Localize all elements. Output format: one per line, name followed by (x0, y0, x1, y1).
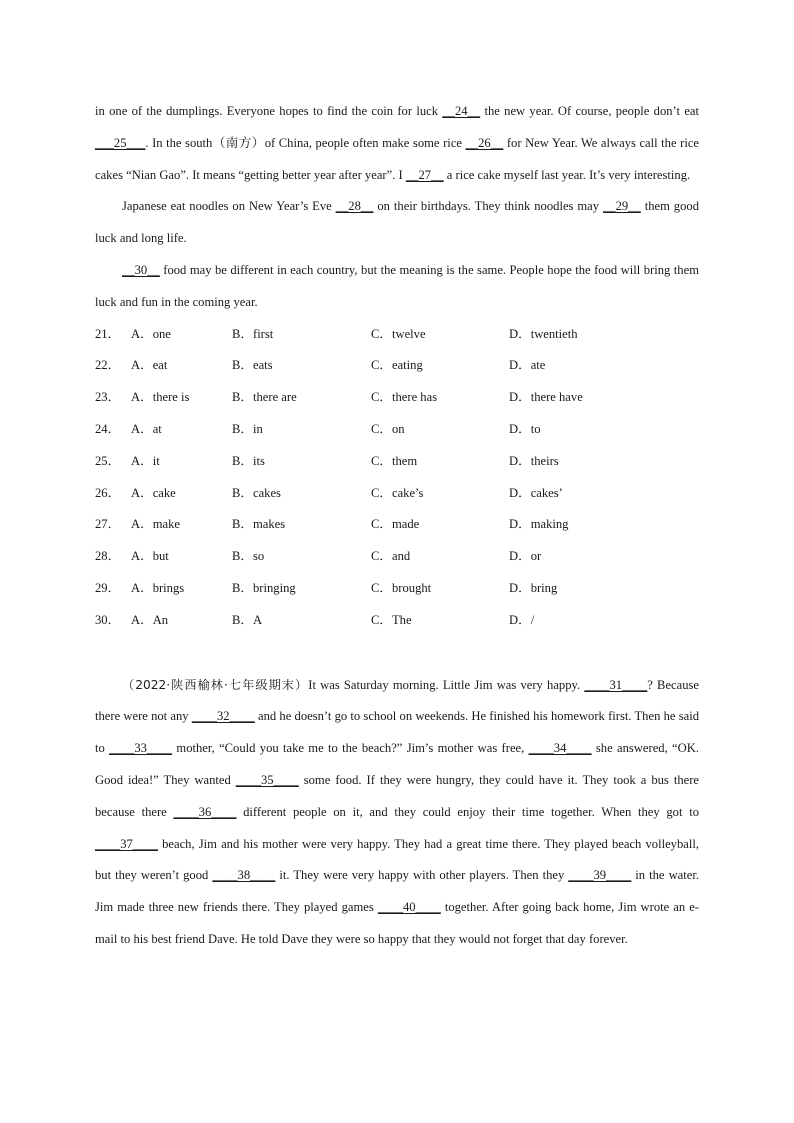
passage-text: it. They were very happy with other players. Then they (275, 868, 569, 883)
answer-blank: ____37____ (95, 836, 158, 851)
option-c: C．them (371, 453, 418, 468)
question-number: 25． (95, 453, 121, 468)
question-number: 30． (95, 612, 121, 627)
option-b: B．makes (232, 517, 286, 532)
option-a: A．it (131, 453, 160, 468)
answer-blank: ___25___ (95, 135, 146, 150)
answer-blank: __30__ (122, 262, 160, 277)
passage1-paragraph3 (95, 255, 699, 319)
passage-text: for New Year. We always call the rice cakes “Nian Gao”. It means “getting better year after year”. I (95, 135, 699, 182)
source-tag: （2022·陕西榆林·七年级期末） (122, 677, 309, 692)
option-d: D．cakes’ (509, 485, 563, 500)
option-a: A．make (131, 517, 180, 532)
passage-text: on their birthdays. They think noodles may (373, 199, 603, 214)
option-c: C．and (371, 549, 411, 564)
option-c: C．twelve (371, 326, 426, 341)
question-number: 28． (95, 549, 121, 564)
option-row (95, 414, 699, 446)
answer-blank: ____38____ (212, 868, 276, 883)
option-a: A．cake (131, 485, 176, 500)
option-d: D．or (509, 549, 542, 564)
question-number: 24． (95, 421, 121, 436)
option-d: D．bring (509, 580, 558, 595)
option-a: A．one (131, 326, 171, 341)
passage-text: food may be different in each country, but the meaning is the same. People hope the food will bring them luck and fun in the coming year. (95, 262, 699, 309)
option-c: C．brought (371, 580, 432, 595)
passage1-paragraph2 (95, 191, 699, 255)
answer-blank: __28__ (335, 199, 374, 214)
passage-text: and he doesn’t go to school on weekends. He finished his homework first. Then he said to (95, 709, 699, 756)
option-d: D．theirs (509, 453, 559, 468)
passage-text: . In the south（南方）of China, people often make some rice (145, 135, 466, 150)
passage2-paragraph1 (95, 670, 699, 956)
question-number: 26． (95, 485, 121, 500)
passage-text: some food. If they were hungry, they could have it. They took a bus there because there (95, 772, 699, 819)
answer-blank: ____36____ (173, 804, 237, 819)
question-number: 21． (95, 326, 121, 341)
answer-blank: ____40____ (377, 900, 441, 915)
option-a: A．brings (131, 580, 185, 595)
option-row (95, 350, 699, 382)
option-row (95, 509, 699, 541)
passage-text: a rice cake myself last year. It’s very interesting. (443, 167, 691, 182)
option-b: B．A (232, 612, 263, 627)
passage-text: together. After going back home, Jim wrote an e-mail to his best friend Dave. He told Dave they were so happy that they would not forget that day forever. (95, 900, 699, 946)
passage-text: in the water. Jim made three new friends there. They played games (95, 868, 699, 915)
answer-blank: __27__ (405, 167, 444, 182)
passage-text: she answered, “OK. Good idea!” They wanted (95, 741, 699, 787)
passage-text: in one of the dumplings. Everyone hopes to find the coin for luck (95, 104, 443, 118)
option-a: A．eat (131, 358, 168, 373)
answer-blank: ____31____ (584, 677, 648, 692)
option-row (95, 478, 699, 510)
option-row (95, 541, 699, 573)
answer-blank: ____35____ (235, 772, 299, 787)
option-row (95, 319, 699, 351)
option-b: B．first (232, 326, 274, 341)
answer-options (95, 319, 699, 637)
passage-text: them good luck and long life. (95, 199, 699, 246)
passage-text: beach, Jim and his mother were very happy. They had a great time there. They played beach volleyball, but they weren’t good (95, 836, 699, 883)
passage-text: different people on it, and they could enjoy their time together. When they got to (236, 804, 699, 819)
question-number: 23． (95, 390, 121, 405)
option-a: A．at (131, 421, 162, 436)
option-row (95, 605, 699, 637)
option-row (95, 573, 699, 605)
passage1-paragraph1 (95, 96, 699, 191)
option-b: B．in (232, 421, 263, 436)
answer-blank: ____39____ (568, 868, 632, 883)
option-c: C．The (371, 612, 412, 627)
question-number: 27． (95, 517, 121, 532)
option-d: D．ate (509, 358, 546, 373)
answer-blank: ____33____ (109, 741, 173, 756)
option-c: C．eating (371, 358, 423, 373)
option-a: A．but (131, 549, 169, 564)
option-b: B．its (232, 453, 265, 468)
option-d: D．making (509, 517, 569, 532)
option-b: B．so (232, 549, 265, 564)
answer-blank: ____32____ (191, 709, 255, 724)
option-d: D．to (509, 421, 541, 436)
option-a: A．there is (131, 390, 190, 405)
option-a: A．An (131, 612, 169, 627)
option-d: D．/ (509, 612, 535, 627)
answer-blank: __24__ (442, 104, 481, 118)
option-d: D．there have (509, 390, 583, 405)
passage-text: Japanese eat noodles on New Year’s Eve (122, 199, 336, 214)
option-c: C．cake’s (371, 485, 424, 500)
option-c: C．made (371, 517, 420, 532)
passage-text: ? Because there were not any (95, 677, 700, 724)
section-gap (95, 637, 699, 670)
passage-text: It was Saturday morning. Little Jim was very happy. (308, 677, 585, 692)
option-b: B．there are (232, 390, 297, 405)
passage-text: the new year. Of course, people don’t eat (480, 104, 700, 118)
option-row (95, 382, 699, 414)
option-row (95, 446, 699, 478)
answer-blank: __29__ (602, 199, 641, 214)
question-number: 29． (95, 580, 121, 595)
document-page (95, 96, 699, 956)
answer-blank: ____34____ (528, 741, 592, 756)
passage-text: mother, “Could you take me to the beach?” Jim’s mother was free, (172, 741, 529, 756)
option-d: D．twentieth (509, 326, 578, 341)
answer-blank: __26__ (465, 135, 504, 150)
option-c: C．on (371, 421, 405, 436)
option-b: B．eats (232, 358, 273, 373)
option-c: C．there has (371, 390, 438, 405)
option-b: B．bringing (232, 580, 296, 595)
question-number: 22． (95, 358, 121, 373)
option-b: B．cakes (232, 485, 281, 500)
